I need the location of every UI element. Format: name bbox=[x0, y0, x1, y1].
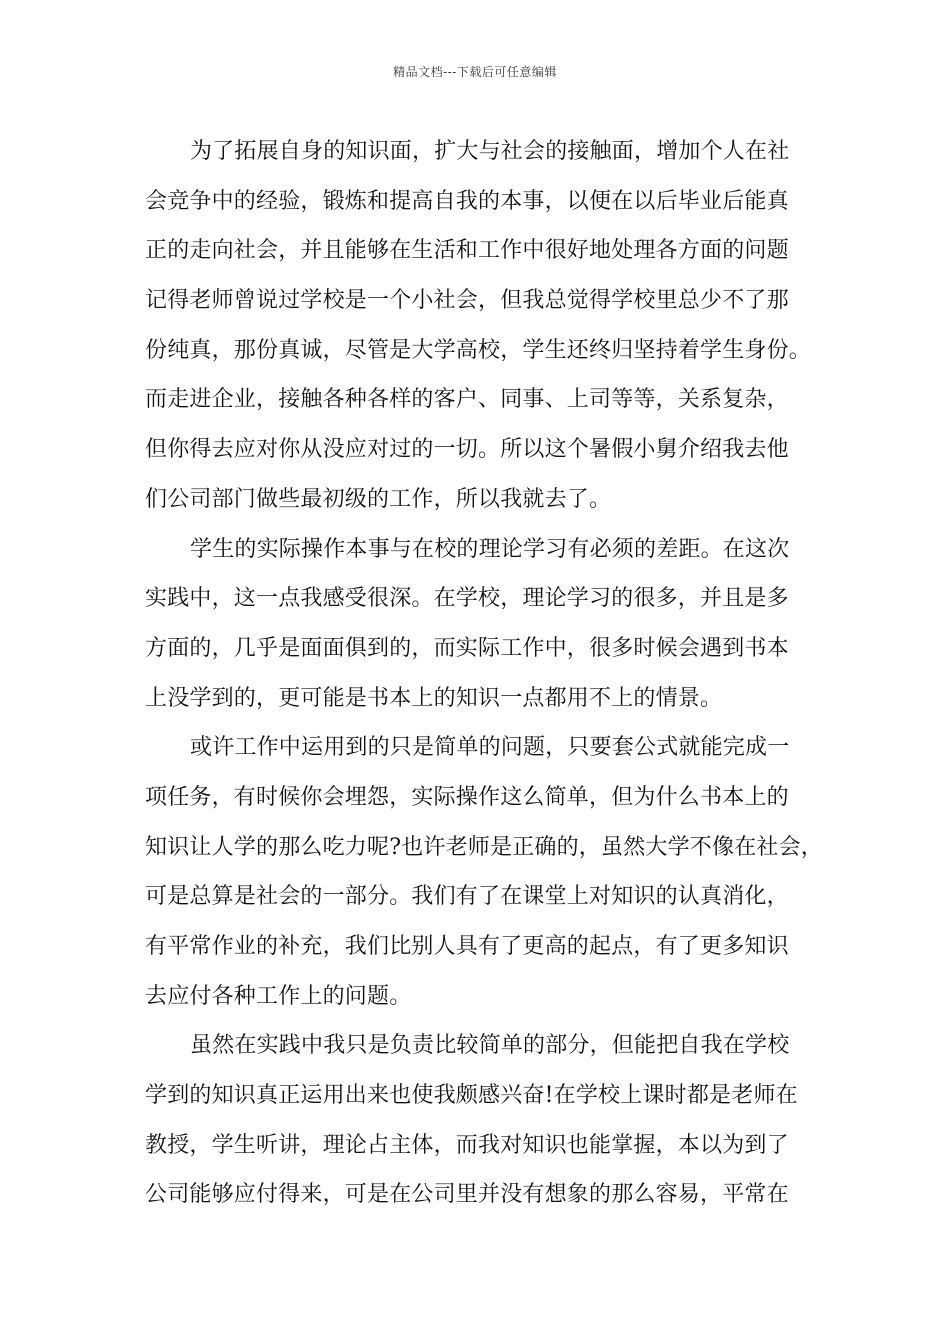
text-line: 学生的实际操作本事与在校的理论学习有必须的差距。在这次 bbox=[190, 536, 790, 562]
text-line: 可是总算是社会的一部分。我们有了在课堂上对知识的认真消化， bbox=[145, 884, 789, 910]
text-line: 会竞争中的经验，锻炼和提高自我的本事，以便在以后毕业后能真 bbox=[145, 188, 789, 214]
page-header: 精品文档---下载后可任意编辑 bbox=[393, 65, 557, 79]
text-line: 虽然在实践中我只是负责比较简单的部分，但能把自我在学校 bbox=[190, 1033, 790, 1059]
text-line: 但你得去应对你从没应对过的一切。所以这个暑假小舅介绍我去他 bbox=[145, 437, 789, 463]
text-line: 实践中，这一点我感受很深。在学校，理论学习的很多，并且是多 bbox=[145, 586, 789, 612]
text-line: 项任务，有时候你会埋怨，实际操作这么简单，但为什么书本上的 bbox=[145, 784, 789, 810]
text-line: 方面的，几乎是面面俱到的，而实际工作中，很多时候会遇到书本 bbox=[145, 635, 789, 661]
text-line: 教授，学生听讲，理论占主体，而我对知识也能掌握，本以为到了 bbox=[145, 1132, 789, 1158]
text-line: 或许工作中运用到的只是简单的问题，只要套公式就能完成一 bbox=[190, 735, 790, 761]
text-line: 去应付各种工作上的问题。 bbox=[145, 983, 412, 1009]
document-body bbox=[145, 133, 823, 1226]
text-line: 学到的知识真正运用出来也使我颇感兴奋!在学校上课时都是老师在 bbox=[145, 1083, 798, 1109]
text-line: 而走进企业，接触各种各样的客户、同事、上司等等，关系复杂， bbox=[145, 387, 789, 413]
text-line: 份纯真，那份真诚，尽管是大学高校，学生还终归坚持着学生身份。 bbox=[145, 337, 812, 363]
text-line: 为了拓展自身的知识面，扩大与社会的接触面，增加个人在社 bbox=[190, 139, 790, 164]
text-line: 们公司部门做些最初级的工作，所以我就去了。 bbox=[145, 486, 612, 512]
text-line: 记得老师曾说过学校是一个小社会，但我总觉得学校里总少不了那 bbox=[145, 288, 789, 314]
text-line: 公司能够应付得来，可是在公司里并没有想象的那么容易，平常在 bbox=[145, 1182, 789, 1208]
text-line: 正的走向社会，并且能够在生活和工作中很好地处理各方面的问题 bbox=[145, 238, 789, 264]
text-line: 知识让人学的那么吃力呢?也许老师是正确的，虽然大学不像在社会， bbox=[145, 834, 823, 860]
text-line: 上没学到的，更可能是书本上的知识一点都用不上的情景。 bbox=[145, 685, 723, 711]
text-line: 有平常作业的补充，我们比别人具有了更高的起点，有了更多知识 bbox=[145, 934, 789, 959]
